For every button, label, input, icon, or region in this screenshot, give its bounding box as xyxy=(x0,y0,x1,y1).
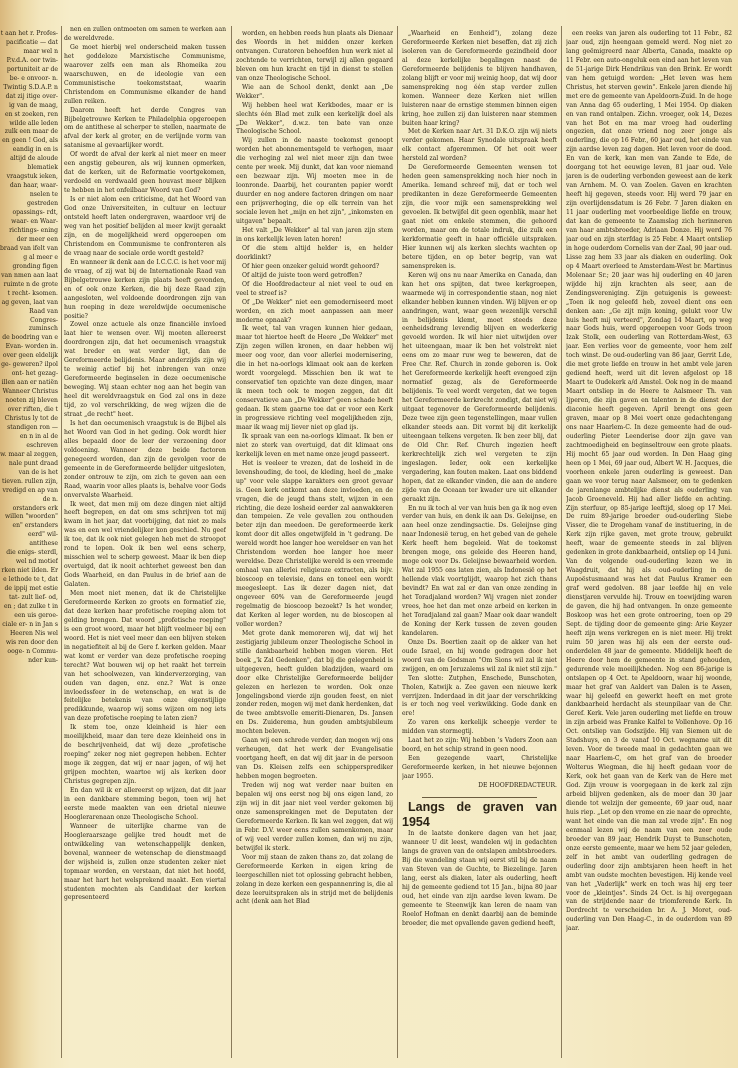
paragraph: En dan wil ik er allereerst op wijzen, dat dit jaar in een dankbare stemming begon, toen wij het eerste mede maakten van een drietal nieuwe Hooglerarenaan onze Theologische School. xyxy=(64,787,226,821)
paragraph: Wij zullen in de naaste toekomst genoopt worden het abonnementsgeld te verhogen, maar die verhoging zal wel niet meer zijn dan twee cente per week. Mij dunkt, dat kan voor niemand een bezwaar zijn. Wij moeten mee in de loonronde. Daarbij, het couranten papier wordt duurder en nog andere factoren dringen om naar een prijsverhoging, die op elk terrein van het sociale leven het „mijn en het zijn", „inkomsten en uitgaven" bepaalt. xyxy=(236,137,393,226)
article-headline: Langs de graven van 1954 xyxy=(402,800,557,830)
paragraph: Of altijd de juiste toon werd getroffen? xyxy=(242,271,363,279)
paragraph: In de laatste donkere dagen van het jaar, wanneer U dit leest, wandelen wij in gedachten langs de graven van de ontslapen ambtsbroeders. Bij die wandeling staan wij eerst stil bij de naam van Steven van de Guchte, te Biezelinge. Jaren lang, eerst als diaken, later als ouderling, heeft hij de gemeente gediend tot 15 Jan., bijna 80 jaar oud, het einde van zijn aardse leven kwam. De gemeente te Steenwijk kan leren de naam van Roelof Hofman en denkt daarbij aan de beminde broeder, die met opvallende gaven gediend heeft, xyxy=(402,830,557,927)
paragraph: Zo varen ons kerkelijk scheepje verder te midden van stormegtij. xyxy=(402,719,557,736)
paragraph: t aan het r. Profes- pacificatie — dat maar wel n P.v.d.A. oor twin- portuniteit ar de be- e onvoor- n. Twintig S.D.A.P. n dat zij itige over- ig van de maag, en st zoeken, ren wilde alle leden zulk een maar de en geen ! God, als eandig in en is altijd de aloude xyxy=(0,30,58,163)
paragraph: orstanders erk willen "woorden" en" erstanders eerd" wil- antithese xyxy=(4,504,58,548)
paragraph: En nu ik toch al ver van huis ben ga ik nog even verder van huis, en denk ik aan Ds. Geleijnse, en aan heel onze zendingsactie. Ds. Geleijnse ging naar Indonesië terug, en het gebed van de gehele Kerk heeft hem begeleid. Wat de toekomst brengen moge, ons geleide des Heeren hand, moge ook voor Ds. Geleijnse bewaarheid worden. Wat zal 1955 ons laten zien, als Indonesië op het hellende vlak voortglijdt, waarop het zich thans bevindt? En wat zal er dan van onze zending in het Toradjaland worden? Wij vragen niet zonder vrees, hoe het dan met onze arbeid en kerken in het Toradjaland zal gaan? Maar ook daar wandelt de Koning der Kerk tussen de zeven gouden kandelaren. xyxy=(402,504,557,637)
paragraph: En wanneer ik denk aan de I.C.C.C. is het voor mij de vraag, of zij wat bij de Internationale Raad van Bijbelgetrouwe kerken zijn plaats heeft gevonden, en of ook onze Kerken, die bij deze Raad zijn aangesloten, wel voldoende doordrongen zijn van hun roeping in deze wereldwijde oecumenische positie? xyxy=(64,258,226,320)
paragraph: Het valt „De Wekker" al tal van jaren zijn stem in ons kerkelijk leven laten horen! xyxy=(236,226,393,243)
paragraph: Ik stem toe, onze kleinheid is hier een moeilijkheid, maar dan tere deze kleinheid ons in de beschrijvenheid, dat wij deze „profetische roeping" zeker nog niet gegrepen hebben. Echter moge ik zeggen, dat wij er naar jagen, of wij het grijpen mochten, waartoe wij als kerken door Christus gegrepen zijn. xyxy=(64,724,226,786)
paragraph: Een gezegende vaart, Christelijke Gereformeerde kerken, in het nieuwe bejonnen jaar 1955. xyxy=(402,755,557,781)
article-body xyxy=(402,830,557,928)
paragraph: Gaan wij een schrede verder, dan mogen wij ons verheugen, dat het werk der Evangelisatie voortgang heeft, en dat wij dit jaar in de persoon van Ds. Kleisen zelfs een schippersprediker hebben mogen begroeten. xyxy=(236,737,393,781)
column-1-cutoff xyxy=(0,30,58,1058)
paragraph: nale punt draad van de is het tieven. rullen zijn, vredigd en ap van de n. xyxy=(2,459,58,503)
paragraph: Is het dan oecumenisch vraagstuk is de Bijbel als het Woord van God in het geding. Ook wordt hier alles bepaald door de leer der verzoening door voldoening. Wanneer deze beide factoren genegeerd worden, dan zijn de gevolgen voor de gemeente in de Gereformeerde belijder uitgesloten, zonder ontrouw te zijn, om zich te geven aan een Raad, waarin voor alles plaats is, behalve voor Gods onvervalste Waarheid. xyxy=(64,419,226,499)
paragraph: Met de Kerken naar Art. 31 D.K.O. zijn wij niets verder gekomen. Haar Synodale uitspraak heeft elk contact afgeremmen. Of het ooit weer hersteld zal worden? xyxy=(402,128,557,163)
paragraph: Wie aan de School denkt, denkt aan „De Wekker". xyxy=(236,83,393,100)
paragraph: Ik weet, tal van vragen kunnen hier gedaan, maar tot hiertoe heeft de Heere „De Wekker" met Zijn zegen willen kronen, en daar hebben wij meer oog voor, dan voor allerlei modernisering, die in het na-oorlogs klimaat ook aan de kerken wordt voorgelegd. Misschien ben ik wat te conservatief ten opzichte van deze dingen, maar ik meen toch ook te mogen zeggen, dat dit conservatieve aan „De Wekker" geen schade heeft gedaan. Ik stem gaarne toe dat er voor een Kerk in progressieve richting veel mogelijkheden zijn, maar ik waag mij liever niet op glad ijs. xyxy=(236,325,393,431)
paragraph: Of wordt de afval der kerk al niet meer en meer een angstig gebeuren, als wij kunnen opmerken, dat de kerken, uit de Reformatie voortgekomen, verdoeld en verdwaald geen houvast meer blijken te hebben in het onfeilbaar Woord van God? xyxy=(64,151,226,195)
paragraph: Of hier geen onzeker geluid wordt gehoord? xyxy=(242,262,380,270)
column-rule xyxy=(61,26,62,1058)
paragraph: nselen te gestreden opassings- rdt, waar- en Waar- richtings- ening der meer een braad van ifelt van g al meer e gronding figen van nmen aan laat ruimte n de grote t recht- ksomen. ag geven, laat van Raad van Congres- zuminsch xyxy=(0,191,58,333)
paragraph: Ten slotte: Zutphen, Enschede, Bunschoten, Tholen, Katwijk a. Zee gaven een nieuwe kerk verrijzen. Inderdaad in dit jaar der verschrikking is er toch nog veel verkwikking. Gode dank en ere! xyxy=(402,674,557,718)
paragraph: Ik weet, dat men mij om deze dingen niet altijd heeft begrepen, en dat om sms schrijven tot mij kwam in het jaar, dat voorbijging, dat niet zo mals was en een wel vriendelijker kon geschied. Nu geef ik toe, dat ik ook niet gelegen heb met de stroopot rond te lopen. Ook ik ben wel eens scherp, misschien wel te scherp geweest. Maar ik ben diep overtuigd, dat ik nooit achterhet geweest ben dan Gods Waarheid, en dan Paulus in de brief aan de Galaten. xyxy=(64,500,226,589)
column-5 xyxy=(566,30,732,1058)
paragraph: „Waarheid en Eenheid"), zolang deze Gereformeerde Kerken niet beseffen, dat zij zich isoleren van de Gereformeerde gezindheid door al deze kerkelijke begalingen naast de Gereformeerde belijdenis te blijven handhaven, zolang blijft er voor mij weinig hoop, dat wij door samenspreking nog één stap verder zullen komen. Wanneer deze Kerken niet willen luisteren naar de ernstige stemmen binnen eigen kring, hoe zullen zij dan luisteren naar stemmen buiten haar kring? xyxy=(402,30,557,127)
paragraph: Of „De Wekker" niet een gemoderniseerd moet worden, en zich moet aanpassen aan meer moderne opnaak? xyxy=(236,298,393,324)
paragraph: worden, en hebben reeds hun plaats als Dienaar des Woords in het midden onzer kerken ontvangen. Curatoren behoefden hun werk niet al zochtende te verrichten, terwijl zij allen gegaard bleven om hun kracht en tijd in dienst te stellen van onze Theologische School. xyxy=(236,30,393,82)
column-rule xyxy=(397,26,398,1058)
article-divider xyxy=(422,797,537,798)
paragraph: blematiek vraagstuk ieken, dan haar, waar- xyxy=(6,164,58,190)
paragraph: Treden wij nog wat verder naar buiten en bepalen wij ons eerst nog bij ons eigen land, zo zijn wij in dit jaar niet veel verder gekomen bij onze samensprekingen met de Deputaten der Gereformeerde Kerken. Ik kan wel zeggen, dat wij in Febr. D.V. weer eens zullen samenkomen, maar of wij veel verder zullen komen, dan wij nu zijn, betwijfel ik sterk. xyxy=(236,782,393,852)
paragraph: Wij hebben heel wat Kerkbodes, maar er is slechts één Blad met zulk een kerkelijk doel als „De Wekker", d.w.z. ten bate van onze Theologische School. xyxy=(236,101,393,136)
paragraph: Onze Ds. Boertien zaait op de akker van het oude Israel, en hij wonde gedragen door het woord van de Godsman "Om Sions wil zal ik niet zwijgen, en om Jeruzalems wil zal ik niet stil zijn." xyxy=(402,638,557,673)
paragraph: Of die stem altijd helder is, en helder doorklinkt? xyxy=(236,244,393,261)
article-body-continued xyxy=(402,30,557,782)
paragraph: Of die Hoofdredacteur al niet veel te oud en veel te streef is? xyxy=(236,280,393,297)
paragraph: Laat het zo zijn: Wij hebben 's Vaders Zoon aan boord, en het schip strand in geen nood. xyxy=(402,737,557,754)
paragraph: Ge moet hierbij wel onderscheid maken tussen het goddeloze Marxistische Communisme, waarover zelfs een man als Rhomeika zou waarschuwen, en de ideologie van een Communistische toekomststaat, waarin Christendom en Communisme elkander de hand zullen reiken. xyxy=(64,43,226,105)
column-rule xyxy=(561,26,562,1058)
paragraph: De Gereformeerde Gemeenten wensen tot heden geen samensprekking noch hier noch in Amerika. Iemand schreef mij, dat er toch wel predikanten in deze Gereformeerde Gemeenten zijn, die voor mijk een samensprekking wel gevoelen. Ik betwijfel dit geen ogenblik, maar het gaat niet om enkele stemmen, die gehoord worden, maar om de totale indruk, die zulk een kerkformatie geeft in haar officiële uitspraken. Hier kunnen wij als kerken slechts wachten op betere tijden, en op beter begrip, van wat samenspreken is. xyxy=(402,164,557,270)
paragraph: Het is veeleer te vrezen, dat de losheid in de levenshouding, de tooi, de kleding, heel de „make up" voor vele slappe karakters een groot gevaar is. Geen kerk ontkomt aan deze invloeden, en de vragen, die de jeugd thans stelt, wijzen in een richting, die deze losheid eerder zal aanwakkeren dan tempeien. Ze vele gevallen zou onthouden beter zijn dan meedoen. De gereformeerde kerk komt door dit alles ongetwijfeld in 't gedrang. De wereld wordt hoe langer hoe wereldser en van het Christendom worden hoe langer hoe meer wereldse. Deze Christelijke wereld is een vreemde omhaal van allerlei religieuze extracten, als bijv. bioscoop en televisie, dans en toneel een wordt meegesleept. Las ik dezer dagen niet, dat ongeveer 60% van de Gereformeerde jeugd regelmatig de bioscoop bezoekt? Is het wonder, dat Kerken al leger worden, nu de bioscopen al voller worden? xyxy=(236,459,393,628)
paragraph: Wanneer de uiterlijke charme van de Hoogleraarszage gelijke tred houdt met de ontwikkeling van wetenschappelijk denken, bovenal, wanneer de wetenschap de dienstmaagd der wijsheid is, zullen onze studenten zeker niet topmaar worden, en verstaan, dat niet het hoofd, maar het hart het welsprekend maakt. Een viertal studenten mochten als Candidaat der kerken gepresenteerd xyxy=(64,822,226,902)
signature: DE HOOFDREDACTEUR. xyxy=(478,782,557,790)
paragraph: Ik spraak van een na-oorlogs klimaat. Ik ben er niet zo sterk van overtuigd, dat dit klimaat ons kerkelijk leven en met name onze jeugd passeert. xyxy=(236,432,393,458)
paragraph: Zowel onze actuele als onze financiële invloed laat hier te wensen over. Wij moeten allereerst doordrongen zijn, dat het oecumenisch vraagstuk wat breder en wat verder ligt, dan de Gereformeerde belijdenis. Maar anderzijds zijn wij te weinig actief bij het inbrengen van onze Gereformeerde beginselen in deze oecumenische beweging. Wij staan echter nog aan het begin van heel dit wereldvraagstuk en God zal ons in deze tijd, zo vol verschrikking, de weg wijzen die de straat „de recht" heet. xyxy=(64,321,226,418)
column-3 xyxy=(236,30,393,1058)
column-2 xyxy=(64,26,226,1058)
paragraph: de boodring van e Evan- worden in. over geen eldelijk ge- geweren? ilpol ont- het gezag- illen aan er natiën Wanneer Christus noeten zij bleven over riften, die t Christus ly tot de standigen ron — en n in al de eschreven xyxy=(1,334,58,449)
paragraph: Men moet niet menen, dat ik de Christelijke Gereformeerde Kerken zo groots en formatief zie, dat deze kerken haar profetische roeping alom tot gelding brengen. Dat woord „profetische roeping" is een groot woord, maar het blijft veelmeer bij een woord. Het is niet veel meer dan een blijven steken in negatiefiteit al bij de Gere f. kerken gelden. Maar wat komt er verder van deze profetische roeping terecht? Wat bouwen wij op het raakt het terrein van het schoolwezen, van kinderverzorging, van ouden van dagen, enz. enz.? Wat is onze invloedssfeer in de wetenschap, en wat is de feitelijke betekenis van onze eigenstijlige predikkunde, waarop wij soms wijzen om nog iets van deze profetische roeping te laten zien? xyxy=(64,590,226,723)
paragraph: Is er niet alom een criticisme, dat het Woord van God onze Universiteiten, in cultuur en lectuur ontsteld heeft laten ondergraven, waardoor vrij de weg van het positief belijden al meer kwijt geraakt zijn, en de mogelijkheid werd opgeroepen om Christendom en Communisme te confronteren als de vraag naar de sociale orde wordt gesteld? xyxy=(64,196,226,257)
paragraph: Met grote dank memoreren wij, dat wij het zestigjarig jubileum onzer Theologische School in stille dankbaarheid hebben mogen vieren. Het boek „'k Zal Gedenken", dat bij die gelegenheid is uitgegeven, heeft gulden bladzijden, waard om door elke Christelijke Gereformeerde belijder gelezen en herlezen te worden. Ook onze Jongelingsbond vierde zijn gouden feest, en niet zonder reden, mogen wij met dank herdenken, dat de twee ambtsvolle emeriti-Dienaren, Ds. Jansen en Ds. Zuiderema, hun gouden ambtsjubileum mochten beleven. xyxy=(236,629,393,736)
paragraph: w. maar al zeggen, xyxy=(0,450,58,458)
column-rule xyxy=(231,26,232,1058)
paragraph: Daarom heeft het derde Congres van Bijbelgetrouwe Kerken te Philadelphia opgeroepen om de antithese al scherper te stellen, naarmate de afval der kerk al groter, en de verlijnde vorm van satanisme al gevaarlijker wordt. xyxy=(64,106,226,150)
paragraph: die enigs- sterdl, wel nd motief rken niet ilden. Er e lethode te t, dat de ippij met estie tat- zult lief- od, en ; dat zulke t in een uis geroe- ciale er- n in Jan s Heeren Nis wel wis ren door den ooge- n Commu- nder kun- xyxy=(1,549,58,664)
column-4 xyxy=(402,30,557,1058)
paragraph: Keren wij ons nu naar Amerika en Canada, dan kan het ons spijten, dat twee kerkgroepen, waarmede wij in correspondentie staan, nog niet elkander hebben kunnen vinden. Wij blijven er op aandringen, want, waar geen wezenlijk verschil in belijdenis klemt, moet steeds deze eenheidsdrang levendig blijven en wederkerig gevoeld worden. Ik wil hier niet uitwijden over het uiteengaan, maar ik ben het volstrekt niet eens om zo maar ruw weg te beweren, dat de Free Chr. Ref. Church in zonde geboren is. Ook het Gereformeerde kerkelijk heeft evengoed zijn normatief gezag, als de Gereformeerde belijdenis. Te veel wordt vergeten, dat we tegen het Gereformeerde kerkrecht zondigt, dat niet wij uitgaat tegenover de Gereformeerde belijdenis. Deze twee zijn geen tegenstellingen, maar vullen elkander steeds aan. Dit vormt bij dit kerkelijk uiteengaan telkens vergeten. Ik ben zeer blij, dat de Old Chr. Ref. Church ingezien heeft kerkrechtelijk zich wel vergeten te zijn ingeslagen. Ieder, ook een kerkelijke vergadering, kan fouten maken. Laat ons biddend hopen, dat ze elkander vinden, die aan de andere zijde van de Oceaan ter kwader ure uit elkander geraakt zijn. xyxy=(402,271,557,503)
paragraph: nen en zullen ontmoeten om samen te werken aan de wereldvrede. xyxy=(64,26,226,42)
paragraph: een reeks van jaren als ouderling tot 11 Febr., 82 jaar oud, zijn heengaan gemeld werd. Nog niet zo lang geëmigreerd naar Alberta, Canada, maakte op 11 Febr. een auto-ongeluk een eind aan het leven van de 51-jarige Dirk Hendrikus van den Brink. Er wordt van hem getuigd worden: „Het leven was hem Christus, het sterven gewin". Enkele jaren diende hij met ere de gemeente van Apeldoorn-Zuid. In de hoge van Anna dag 65 ouderling, 1 Mei 1954. Op diaken en van rand ontalpen. Zichn. vroeger, ook 14, Dezes van het Bot en ma mar vroeg had ouderling ongezien, dat onze vriend nog zeer jonge als ouderling, die op 16 Febr., 60 jaar oud, het einde van zijn aardse leven zag dagen. Het leven voor de dood. En van de kerk, kan men van Zande te Ede, de doorgang tot het eeuwige leven, 81 jaar oud. Vele jaren is de ouderling verbonden geweest aan de kerk van Arnhem. M. O. van Zoelen. Gaven en krachten heeft hij gegeven, steeds voor. Hij werd 79 jaar en zijn overlijdensdatum is 26 Febr. 7 Jaren diaken en 11 jaar ouderling met voorbeeldige liefde en trouw, dat kan de gemeente te Zaamslag zich herinneren van haar ambtsbroeder, Adriaan Donze. Hij werd 76 jaar oud en zijn sterfdag is 25 Febr. 4 Maart ontsliep in hoge ouderdom Cornelis van der Zaal, 90 jaar oud. Lisse zag hem 33 jaar als diaken en ouderling. Ook op 4 Maart overleed te Amsterdam-West br. Martinus Molenaar Sr.; 20 jaar was hij ouderling en 40 jaren wijdde hij zijn krachten als seer, aan de Zendingsvereniging. Zijn getuigenis is geweest: „Toen ik nog geleefd heb, zoveel dient ons een denken aan: „Ge zijt mijn koning, gelukt voor Uw huis heeft mij verteerd", Zondag 14 Maart, op weg naar Gods huis, werd opgeroepen voor Gods troon Izak Stolk, een ouderling van Rotterdam-West, 63 jaar. Een verlies voor de gemeente, voor hem zelf toch winst. De oud-ouderling van 86 jaar, Gerrit Lde, die met grote liefde en trouw in het ambt vele jaren gediend heeft, werd uit dit leven afgelost op 18 Maart te Oudekerk a/d Amstel. Ook nog in de maand Maart ontsliep in de Heere te Aalsmeer Th. van Ijperen, die zijn gaven en talenten in de dienst der diaconie heeft gegeven. April brengt ons geen graven, maar op 8 Mei voert onze gedachtengang ons naar Haarlem-C. In deze gemeente had de oud-ouderling Pieter Leenderise door zijn gave van zachtmoedigheid en beginseltrouw een grote plaats. Hij mocht 65 jaar oud worden. In Den Haag ging heen op 1 Mei, 69 jaar oud, Albert W. H. Jacques, die voorheen enkele jaren ouderling is geweest. Dan gaan we voor terug naar Aalsmeer, om te gedenken de jarenlange ambtelijke dienst als ouderling van Jacob Groeneveld. Hij had aller liefde en achting. Zijn sterfuur, op 85-jarige leeftijd, sloeg op 17 Mei. De ruim 89-jarige broeder oud-ouderling Siebe Visser, die te Drogeham vanaf de instituering, in de Kerk zijn rijke gaven, met grote trouw, gebruikt heeft, waar de gemeente steeds in zal blijven gedenken in grote dankbaarheid, ontsliep op 14 Juni. Van de volgende oud-ouderling lezen we in Waagdruit, dat hij als oud-ouderling in de Aupoëstusmaand was het dat Paulus Kramer een graf werd gedolven. 88 jaar leefde hij en vele dienstjaren vervulde hij. Trouw en toewijding waren de gaven, die hij had ontvangen. In onze gemeente Boskoop was het een grote ontroering, toen op 29 Sept. de tijding door de gemeente ging: Arie Keyzer heeft zijn wens verkregen en is niet meer. Hij trekt ruim 50 jaren was hij als een der eerste oud-onderdelen 48 jaar de gemeente. Middelijk heeft de Heere door hem de gemeente in stand gehouden, gedurende vele moeilijkheden. Nog een 86-jarige is ontslapen op 4 Oct. te Apeldoorn, waar hij woonde, maar het graf van Aaldert van Dalen is te Assen, waar hij geleefd en gewerkt heeft en met grote dankbaarheid herdacht als steunpilaar van de Chr. Geref. Kerk. Vele jaren ouderling met liefde en trouw in zijn arbeid was Franke Kalfel te Vollenhove. Op 16 Oct. ontsliep van Godszijde. Hij van Siemen uit de Stadshuys, en 3 de vanaf 10 Oct. wegname uit dit leven. Voor de tweede maal in gedachten gaan we naar Haarlem-C, om het graf van de broeder Wolterus Wiegman, die hij heeft gedaan voor de Kerk, ook het gaan van de Kerk van de Here met God. Zijn vrouw is voorgegaan in de kerk zal zijn arbeid blijven gedenken, als de moer dan 30 jaar diende tot welzijn der gemeente, 69 jaar oud, naar huis riep. „Let op den vrome en zie naar de oprechte, want het einde van die man zal vrede zijn". En nog eenmaal lezen wij de naam van een zeer oude broeder van 89 jaar, Hendrik Duyst te Bunschoten, onze eerste gemeente, maar we hem 52 jaar geleden, zelf in het ambt van ouderlling gedragen de ouderling door zijn ambtsjaren heen heeft in het ambt van oudste mochten bevestigen. Hij kende veel van het „Vaderlijk" werk en toch was hij erg teer voor de „kleintjes". Sinds 24 Oct. is hij overgegaan van de strijdende naar de triomferende Kerk. In Dordrecht te verscheiden br. A. J. Moret, oud-ouderling van Den Haag-C., in de ouderdom van 89 jaar. xyxy=(566,30,732,933)
paragraph: Voor mij staan de zaken thans zo, dat zolang de Gereformeerde Kerken in eigen kring de leergeschillen niet tot oplossing gebracht hebben, zolang in deze kerken een gespannenring is, die al deze leeruitspraken als in strijd met de belijdenis acht (denk aan het Blad xyxy=(236,853,393,906)
